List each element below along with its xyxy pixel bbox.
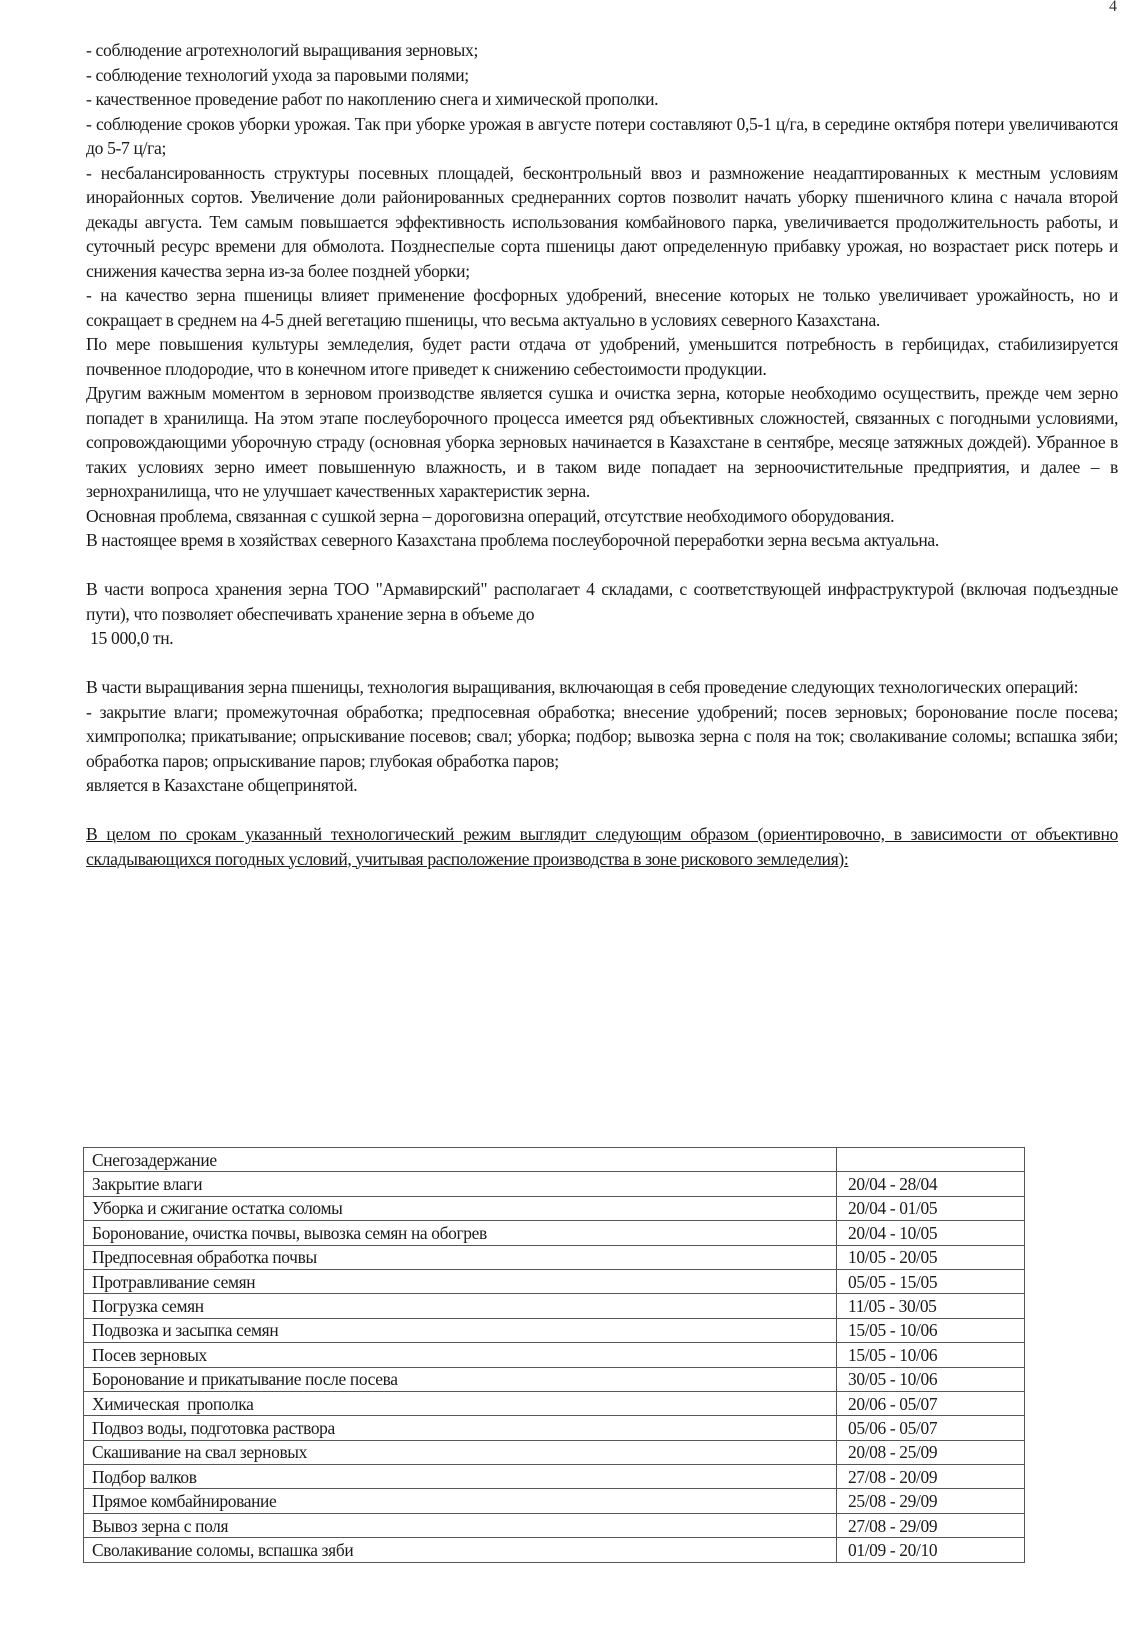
- period-cell: 27/08 - 29/09: [837, 1513, 1025, 1537]
- table-row: [84, 1245, 1025, 1269]
- period-cell: 05/05 - 15/05: [837, 1269, 1025, 1293]
- period-cell: 27/08 - 20/09: [837, 1465, 1025, 1489]
- paragraph-storage: В части вопроса хранения зерна ТОО "Армавирский" располагает 4 складами, с соответствующей инфраструктурой (включая подъездные пути), что позволяет обеспечивать хранение зерна в объеме до: [86, 579, 1118, 624]
- operation-cell: Протравливание семян: [84, 1269, 837, 1293]
- period-cell: 20/04 - 01/05: [837, 1196, 1025, 1220]
- table-row: [84, 1489, 1025, 1513]
- bullet-crop-structure: - несбалансированность структуры посевных площадей, бесконтрольный ввоз и размножение неадаптированных к местным условиям инорайонных сортов. Увеличение доли районированных среднеранних сортов позволит начать уборку пшеничного клина с начала второй декады августа. Тем самым повышается эффективность использования комбайнового парка, увеличивается продолжительность работы, и суточный ресурс времени для обмолота. Позднеспелые сорта пшеницы дают определенную прибавку урожая, но возрастает риск потерь и снижения качества зерна из-за более поздней уборки;: [86, 162, 1118, 281]
- paragraph-growing-intro: В части выращивания зерна пшеницы, технология выращивания, включающая в себя проведение следующих технологических операций:: [86, 677, 1078, 697]
- schedule-intro: В целом по срокам указанный технологический режим выглядит следующим образом (ориентировочно, в зависимости от объективно складывающихся погодных условий, учитывая расположение производства в зоне рискового земледелия):: [86, 824, 1118, 869]
- period-cell: 05/06 - 05/07: [837, 1416, 1025, 1440]
- operation-cell: Сволакивание соломы, вспашка зяби: [84, 1538, 837, 1562]
- bullet-fallow-care: - соблюдение технологий ухода за паровыми полями;: [86, 64, 469, 85]
- period-cell: 10/05 - 20/05: [837, 1245, 1025, 1269]
- schedule-table: [83, 1147, 1025, 1563]
- table-row: [84, 1465, 1025, 1489]
- paragraph-operations-list: - закрытие влаги; промежуточная обработка; предпосевная обработка; внесение удобрений; посев зерновых; боронование после посева; химпрополка; прикатывание; опрыскивание посевов; свал; уборка; подбор; вывозка зерна с поля на ток; сволакивание соломы; вспашка зяби; обработка паров; опрыскивание паров; глубокая обработка паров;: [86, 701, 1118, 771]
- operation-cell: Погрузка семян: [84, 1294, 837, 1318]
- period-cell: 20/08 - 25/09: [837, 1440, 1025, 1464]
- document-body: [86, 38, 1118, 871]
- operation-cell: Боронование, очистка почвы, вывозка семян на обогрев: [84, 1221, 837, 1245]
- table-row: [84, 1538, 1025, 1562]
- paragraph-growing-conclusion: является в Казахстане общепринятой.: [86, 775, 358, 795]
- bullet-phosphorus: - на качество зерна пшеницы влияет применение фосфорных удобрений, внесение которых не только увеличивает урожайность, но и сокращает в среднем на 4-5 дней вегетацию пшеницы, что весьма актуально в условиях северного Казахстана.: [86, 285, 1118, 330]
- operation-cell: Скашивание на свал зерновых: [84, 1440, 837, 1464]
- bullet-agrotech: - соблюдение агротехнологий выращивания зерновых;: [86, 40, 478, 60]
- period-cell: 01/09 - 20/10: [837, 1538, 1025, 1562]
- page-number: 4: [1109, 0, 1117, 15]
- paragraph-drying-problem: Основная проблема, связанная с сушкой зерна – дороговизна операций, отсутствие необходимого оборудования.: [86, 505, 895, 526]
- period-cell: 30/05 - 10/06: [837, 1367, 1025, 1391]
- table-row: [84, 1367, 1025, 1391]
- operation-cell: Подбор валков: [84, 1465, 837, 1489]
- bullet-snow-weeding: - качественное проведение работ по накоплению снега и химической прополки.: [86, 89, 659, 109]
- table-row: [84, 1416, 1025, 1440]
- period-cell: 20/04 - 28/04: [837, 1172, 1025, 1196]
- paragraph-post-harvest: В настоящее время в хозяйствах северного Казахстана проблема послеуборочной переработки зерна весьма актуальна.: [86, 530, 939, 550]
- paragraph-drying-cleaning: Другим важным моментом в зерновом производстве является сушка и очистка зерна, которые необходимо осуществить, прежде чем зерно попадет в хранилища. На этом этапе послеуборочного процесса имеется ряд объективных сложностей, связанных с погодными условиями, сопровождающими уборочную страду (основная уборка зерновых начинается в Казахстане в сентябре, месяце затяжных дождей). Убранное в таких условиях зерно имеет повышенную влажность, и в таком виде попадает на зерноочистительные предприятия, и далее – в зернохранилища, что не улучшает качественных характеристик зерна.: [86, 383, 1118, 501]
- table-row: [84, 1269, 1025, 1293]
- operation-cell: Подвозка и засыпка семян: [84, 1318, 837, 1342]
- period-cell: 11/05 - 30/05: [837, 1294, 1025, 1318]
- operation-cell: Боронование и прикатывание после посева: [84, 1367, 837, 1391]
- table-row: [84, 1391, 1025, 1415]
- table-row: [84, 1343, 1025, 1367]
- period-cell: [837, 1148, 1025, 1172]
- bullet-harvest-timing: - соблюдение сроков уборки урожая. Так при уборке урожая в августе потери составляют 0,5-1 ц/га, в середине октября потери увеличиваются до 5-7 ц/га;: [86, 113, 1118, 158]
- operation-cell: Предпосевная обработка почвы: [84, 1245, 837, 1269]
- period-cell: 25/08 - 29/09: [837, 1489, 1025, 1513]
- operation-cell: Химическая прополка: [84, 1391, 837, 1415]
- operation-cell: Вывоз зерна с поля: [84, 1513, 837, 1537]
- period-cell: 20/04 - 10/05: [837, 1221, 1025, 1245]
- operation-cell: Снегозадержание: [84, 1148, 837, 1172]
- operation-cell: Посев зерновых: [84, 1343, 837, 1367]
- period-cell: 15/05 - 10/06: [837, 1343, 1025, 1367]
- operation-cell: Подвоз воды, подготовка раствора: [84, 1416, 837, 1440]
- operation-cell: Уборка и сжигание остатка соломы: [84, 1196, 837, 1220]
- period-cell: 20/06 - 05/07: [837, 1391, 1025, 1415]
- table-row: [84, 1196, 1025, 1220]
- table-row: [84, 1318, 1025, 1342]
- operation-cell: Закрытие влаги: [84, 1172, 837, 1196]
- period-cell: 15/05 - 10/06: [837, 1318, 1025, 1342]
- table-row: [84, 1513, 1025, 1537]
- operation-cell: Прямое комбайнирование: [84, 1489, 837, 1513]
- table-row: [84, 1221, 1025, 1245]
- table-row: [84, 1294, 1025, 1318]
- table-row: [84, 1172, 1025, 1196]
- storage-amount: 15 000,0 тн.: [86, 628, 174, 648]
- table-row: [84, 1440, 1025, 1464]
- table-row: [84, 1148, 1025, 1172]
- paragraph-farming-culture: По мере повышения культуры земледелия, будет расти отдача от удобрений, уменьшится потребность в гербицидах, стабилизируется почвенное плодородие, что в конечном итоге приведет к снижению себестоимости продукции.: [86, 334, 1118, 379]
